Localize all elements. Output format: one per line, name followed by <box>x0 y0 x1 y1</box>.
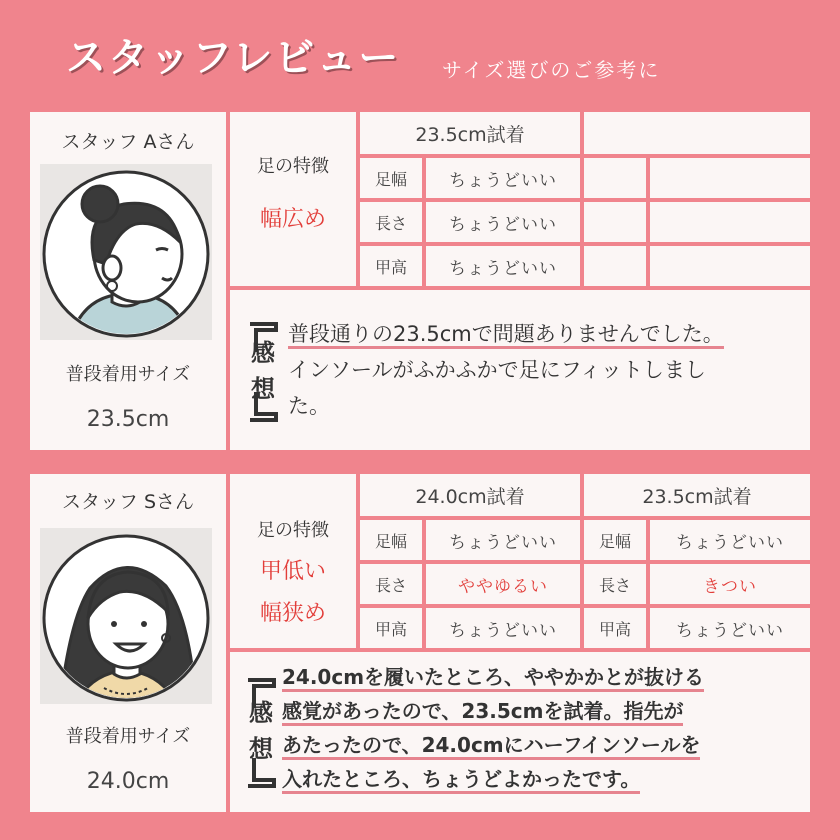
row-label: 長さ <box>360 202 422 242</box>
staff-name: スタッフ Sさん <box>61 490 195 513</box>
foot-traits-label: 足の特徴 <box>257 520 329 541</box>
usual-size-label: 普段着用サイズ <box>65 364 191 385</box>
row-label: 長さ <box>584 564 646 604</box>
impression-box <box>230 652 810 812</box>
foot-trait: 幅広め <box>259 207 326 232</box>
foot-trait: 甲低い <box>259 559 326 584</box>
row-label: 甲高 <box>360 608 422 648</box>
row-label: 足幅 <box>360 520 422 560</box>
row-value: ちょうどいい <box>426 520 580 560</box>
impression-line: インソールがふかふかで足にフィットしまし <box>288 358 706 382</box>
row-value: ちょうどいい <box>426 202 580 242</box>
impression-label-char: 想 <box>249 735 273 763</box>
row-value: ちょうどいい <box>426 158 580 198</box>
row-label: 長さ <box>360 564 422 604</box>
foot-trait: 幅狭め <box>259 601 326 626</box>
page-subtitle: サイズ選びのご参考に <box>442 58 661 82</box>
empty-cell <box>584 202 646 242</box>
impression-box <box>230 290 810 450</box>
avatar-illustration-icon <box>40 164 212 340</box>
row-value: ちょうどいい <box>426 608 580 648</box>
trial-size-header-empty <box>584 112 810 154</box>
foot-traits <box>230 112 356 286</box>
review-card-s <box>30 474 810 812</box>
row-value: きつい <box>650 564 810 604</box>
impression-label-char: 想 <box>251 375 275 403</box>
impression-line: 感覚があったので、23.5cmを試着。指先が <box>282 699 683 726</box>
row-label: 甲高 <box>584 608 646 648</box>
empty-cell <box>650 158 810 198</box>
row-value: ちょうどいい <box>650 520 810 560</box>
impression-line: 24.0cmを履いたところ、ややかかとが抜ける <box>282 665 704 692</box>
avatar <box>40 528 212 704</box>
impression-text <box>282 660 806 796</box>
page-title: スタッフレビュー <box>66 35 401 81</box>
foot-traits <box>230 474 356 648</box>
empty-cell <box>650 202 810 242</box>
usual-size-value: 23.5cm <box>86 406 170 432</box>
empty-cell <box>584 246 646 286</box>
staff-profile <box>30 112 226 450</box>
usual-size-value: 24.0cm <box>86 768 170 794</box>
row-value: ややゆるい <box>426 564 580 604</box>
empty-cell <box>584 158 646 198</box>
row-label: 足幅 <box>584 520 646 560</box>
row-label: 甲高 <box>360 246 422 286</box>
row-label: 足幅 <box>360 158 422 198</box>
impression-label-char: 感 <box>251 339 275 367</box>
empty-cell <box>650 246 810 286</box>
impression-line: 入れたところ、ちょうどよかったです。 <box>282 767 640 794</box>
row-value: ちょうどいい <box>426 246 580 286</box>
impression-line: 普段通りの23.5cmで問題ありませんでした。 <box>288 322 724 349</box>
foot-traits-label: 足の特徴 <box>257 156 329 177</box>
avatar-illustration-icon <box>40 528 212 704</box>
usual-size-label: 普段着用サイズ <box>65 726 191 747</box>
impression-line: あたったので、24.0cmにハーフインソールを <box>282 733 700 760</box>
trial-size-header: 24.0cm試着 <box>360 474 580 516</box>
row-value: ちょうどいい <box>650 608 810 648</box>
impression-label-char: 感 <box>249 699 273 727</box>
staff-profile <box>30 474 226 812</box>
avatar <box>40 164 212 340</box>
impression-text <box>288 316 798 424</box>
staff-name: スタッフ Aさん <box>61 130 195 153</box>
trial-size-header: 23.5cm試着 <box>584 474 810 516</box>
trial-size-header: 23.5cm試着 <box>360 112 580 154</box>
review-card-a <box>30 112 810 450</box>
impression-line: た。 <box>288 394 330 418</box>
